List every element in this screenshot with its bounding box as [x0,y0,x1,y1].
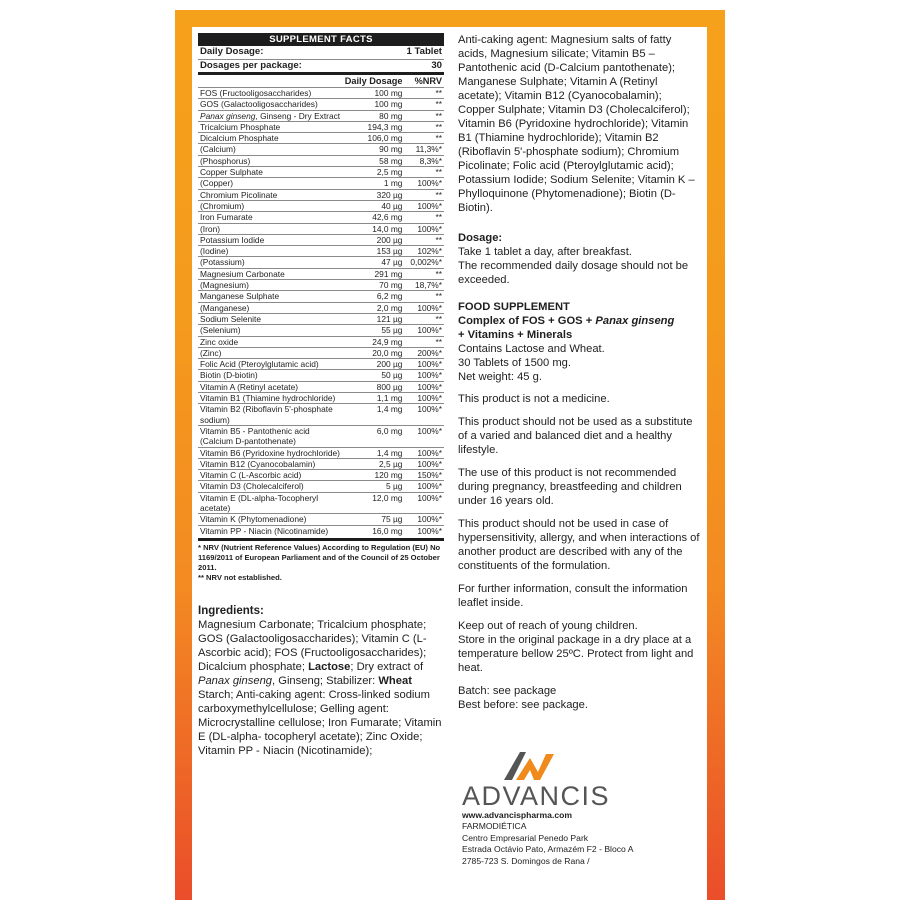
facts-row [198,470,444,481]
nutrient-amount: 16,0 mg [343,525,405,536]
nutrient-nrv: 100%* [404,302,444,313]
nutrient-amount: 80 mg [343,110,405,121]
col-daily-dosage: Daily Dosage [343,74,405,88]
address-line-2: Estrada Octávio Pato, Armazém F2 - Bloco A [462,844,634,855]
nutrient-amount: 14,0 mg [343,223,405,234]
nutrient-nrv: 100%* [404,178,444,189]
facts-row [198,359,444,370]
nutrient-nrv: 150%* [404,470,444,481]
nutrient-name: Vitamin K (Phytomenadione) [198,514,343,525]
facts-row [198,336,444,347]
facts-row [198,325,444,336]
facts-title: SUPPLEMENT FACTS [198,33,444,46]
ingredients-section [198,604,444,758]
nutrient-name: Vitamin B6 (Pyridoxine hydrochloride) [198,447,343,458]
nutrient-amount: 50 µg [343,370,405,381]
nutrient-name: (Zinc) [198,347,343,358]
nutrient-name: (Manganese) [198,302,343,313]
warning-allergy: This product should not be used in case of hypersensitivity, allergy, and when interactions of another product are described with any of the constituents of the formulation. [458,518,700,572]
nutrient-amount: 2,0 mg [343,302,405,313]
facts-row [198,144,444,155]
facts-row [198,99,444,110]
nutrient-name: Vitamin E (DL-alpha-Tocopheryl acetate) [198,492,343,514]
daily-dosage-value: 1 Tablet [406,46,442,57]
facts-row [198,268,444,279]
facts-row [198,393,444,404]
nutrient-nrv: 18,7%* [404,280,444,291]
warning-diet: This product should not be used as a substitute of a varied and balanced diet and a healthy lifestyle. [458,416,693,456]
nutrient-amount: 1,1 mg [343,393,405,404]
nutrient-amount: 75 µg [343,514,405,525]
nutrient-name: (Potassium) [198,257,343,268]
nutrient-nrv: ** [404,212,444,223]
nutrient-name: Magnesium Carbonate [198,268,343,279]
nutrient-amount: 200 µg [343,359,405,370]
facts-row [198,212,444,223]
nutrient-amount: 70 mg [343,280,405,291]
nutrient-nrv: 102%* [404,246,444,257]
facts-row [198,189,444,200]
nutrient-amount: 194,3 mg [343,121,405,132]
nutrient-name: Tricalcium Phosphate [198,121,343,132]
nutrient-name: (Chromium) [198,200,343,211]
nutrient-nrv: 100%* [404,514,444,525]
dosage-title: Dosage: [458,232,503,244]
nutrient-name: GOS (Galactooligosaccharides) [198,99,343,110]
nutrient-amount: 106,0 mg [343,133,405,144]
nutrient-nrv: ** [404,167,444,178]
nutrient-name: Vitamin PP - Niacin (Nicotinamide) [198,525,343,536]
nutrient-name: Vitamin B1 (Thiamine hydrochloride) [198,393,343,404]
facts-row [198,291,444,302]
facts-row [198,447,444,458]
facts-row [198,481,444,492]
ingredients-continued: Anti-caking agent: Magnesium salts of fatty acids, Magnesium silicate; Vitamin B5 – Pantothenic acid (D-Calcium pantothenate); Manganese Sulphate; Vitamin A (Retinyl acetate); Vitamin B12 (Cyanocobalamin); Copper Sulphate; Vitamin D3 (Cholecalciferol); Vitamin B6 (Pyridoxine hydrochloride); Vitamin B1 (Thiamine hydrochloride); Vitamin B2 (Riboflavin 5'-phosphate sodium); Chromium Picolinate; Folic acid (Pteroylglutamic acid); Potassium Iodide; Sodium Selenite; Vitamin K – Phylloquinone (Phytomenadione); Biotin (D-Biotin). [458,34,695,214]
nutrient-nrv: 100%* [404,492,444,514]
facts-row [198,458,444,469]
facts-row [198,313,444,324]
supplement-facts-table [198,33,444,536]
nutrient-amount: 24,9 mg [343,336,405,347]
nutrient-nrv: 100%* [404,404,444,426]
nutrient-name: Panax ginseng, Ginseng - Dry Extract [198,110,343,121]
facts-row [198,425,444,447]
nutrient-name: (Selenium) [198,325,343,336]
nutrient-name: Vitamin B2 (Riboflavin 5'-phosphate sodium) [198,404,343,426]
nutrient-amount: 2,5 µg [343,458,405,469]
facts-row [198,347,444,358]
address-line-1: Centro Empresarial Penedo Park [462,832,589,843]
nutrient-nrv: 100%* [404,200,444,211]
facts-row [198,133,444,144]
batch-text: Batch: see package Best before: see package. [458,685,588,711]
facts-row [198,88,444,99]
nutrient-name: (Iodine) [198,246,343,257]
nutrient-nrv: 100%* [404,223,444,234]
nutrient-amount: 291 mg [343,268,405,279]
nutrient-nrv: ** [404,189,444,200]
facts-row [198,178,444,189]
nutrient-nrv: ** [404,99,444,110]
facts-row [198,370,444,381]
nrv-note: * NRV (Nutrient Reference Values) According to Regulation (EU) No 1169/2011 of European Parliament and of the Council of 25 October 2011. [198,542,441,573]
nutrient-nrv: 100%* [404,481,444,492]
facts-row [198,223,444,234]
nutrient-name: Zinc oxide [198,336,343,347]
nutrient-nrv: 8,3%* [404,155,444,166]
facts-row [198,234,444,245]
nutrient-amount: 6,0 mg [343,425,405,447]
nutrient-name: (Phosphorus) [198,155,343,166]
nutrient-name: (Magnesium) [198,280,343,291]
facts-row [198,257,444,268]
nutrient-amount: 2,5 mg [343,167,405,178]
nutrient-nrv: 0,002%* [404,257,444,268]
nutrient-name: Vitamin A (Retinyl acetate) [198,381,343,392]
facts-row [198,110,444,121]
facts-row [198,492,444,514]
nutrient-nrv: ** [404,234,444,245]
nutrient-name: Folic Acid (Pteroylglutamic acid) [198,359,343,370]
nutrient-nrv: 100%* [404,447,444,458]
brand-logo-text: ADVANCIS [462,781,611,811]
facts-row [198,280,444,291]
storage-text: Keep out of reach of young children. Store in the original package in a dry place at a temperature bellow 25ºC. Protect from light and heat. [458,620,694,674]
nutrient-name: Sodium Selenite [198,313,343,324]
left-column [198,33,444,758]
nutrient-amount: 5 µg [343,481,405,492]
dosages-per-package-label: Dosages per package: [198,59,343,74]
nutrient-amount: 6,2 mg [343,291,405,302]
nutrient-amount: 200 µg [343,234,405,245]
nutrient-name: Vitamin D3 (Cholecalciferol) [198,481,343,492]
nutrient-amount: 47 µg [343,257,405,268]
nutrient-nrv: ** [404,121,444,132]
nutrient-amount: 1 mg [343,178,405,189]
nutrient-amount: 100 mg [343,88,405,99]
nutrient-amount: 55 µg [343,325,405,336]
nutrient-name: Dicalcium Phosphate [198,133,343,144]
facts-row [198,155,444,166]
nutrient-amount: 153 µg [343,246,405,257]
warning-not-medicine: This product is not a medicine. [458,393,610,405]
facts-row [198,200,444,211]
nutrient-name: Biotin (D-biotin) [198,370,343,381]
nutrient-amount: 58 mg [343,155,405,166]
nutrient-amount: 800 µg [343,381,405,392]
brand-address [462,810,702,867]
nutrient-amount: 320 µg [343,189,405,200]
ingredients-title: Ingredients: [198,604,264,617]
nutrient-amount: 1,4 mg [343,404,405,426]
nutrient-amount: 121 µg [343,313,405,324]
facts-row [198,514,444,525]
dosage-text: Take 1 tablet a day, after breakfast. The recommended daily dosage should not be exceeded. [458,246,689,286]
facts-row [198,525,444,536]
nutrient-amount: 20,0 mg [343,347,405,358]
nutrient-nrv: ** [404,133,444,144]
nutrient-name: FOS (Fructooligosaccharides) [198,88,343,99]
nutrient-name: Potassium Iodide [198,234,343,245]
nutrient-nrv: 100%* [404,393,444,404]
dosages-per-package-value: 30 [404,59,444,74]
nutrient-nrv: 100%* [404,359,444,370]
nutrient-name: Iron Fumarate [198,212,343,223]
nutrient-amount: 12,0 mg [343,492,405,514]
nutrient-name: Manganese Sulphate [198,291,343,302]
nutrient-name: Copper Sulphate [198,167,343,178]
nutrient-nrv: 100%* [404,381,444,392]
warning-pregnancy: The use of this product is not recommended during pregnancy, breastfeeding and children under 16 years old. [458,467,682,507]
nutrient-amount: 40 µg [343,200,405,211]
nutrient-nrv: ** [404,336,444,347]
nutrient-nrv: 100%* [404,425,444,447]
ingredients-text: Magnesium Carbonate; Tricalcium phosphate; GOS (Galactooligosaccharides); Vitamin C (L-Ascorbic acid); FOS (Fructooligosaccharides); Dicalcium phosphate; Lactose; Dry extract of Panax ginseng, Ginseng; Stabilizer: Wheat Starch; Anti-caking agent: Cross-linked sodium carboxymethylcellulose; Gelling agent: Microcrystalline cellulose; Iron Fumarate; Vitamin E (DL-alpha- tocopheryl acetate); Zinc Oxide; Vitamin PP - Niacin (Nicotinamide); [198,618,442,757]
nutrient-nrv: 11,3%* [404,144,444,155]
nutrient-nrv: 100%* [404,525,444,536]
food-supplement-title: FOOD SUPPLEMENT [458,301,570,313]
address-line-3: 2785-723 S. Domingos de Rana / [462,855,590,866]
nutrient-nrv: 100%* [404,458,444,469]
facts-row [198,404,444,426]
nutrient-name: Vitamin B5 - Pantothenic acid (Calcium D-pantothenate) [198,425,343,447]
nutrient-amount: 42,6 mg [343,212,405,223]
nutrient-nrv: 200%* [404,347,444,358]
nutrient-name: (Iron) [198,223,343,234]
nutrient-nrv: ** [404,313,444,324]
advancis-logo-mark-icon [500,748,560,782]
right-column [458,33,701,718]
nutrient-name: Vitamin B12 (Cyanocobalamin) [198,458,343,469]
facts-notes [198,538,444,584]
food-supplement-text: Complex of FOS + GOS + Panax ginseng + Vitamins + Minerals Contains Lactose and Wheat. 30 Tablets of 1500 mg. Net weight: 45 g. [458,315,675,383]
nutrient-name: Chromium Picolinate [198,189,343,200]
nrv-not-established-note: ** NRV not established. [198,573,282,583]
nutrient-nrv: ** [404,88,444,99]
nutrient-nrv: 100%* [404,370,444,381]
info-leaflet: For further information, consult the information leaflet inside. [458,583,688,609]
facts-row [198,381,444,392]
facts-row [198,121,444,132]
nutrient-amount: 120 mg [343,470,405,481]
brand-block [462,748,702,867]
brand-url: www.advancispharma.com [462,810,573,820]
facts-row [198,246,444,257]
facts-row [198,302,444,313]
nutrient-amount: 90 mg [343,144,405,155]
daily-dosage-label: Daily Dosage: [200,46,264,57]
nutrient-amount: 1,4 mg [343,447,405,458]
nutrient-amount: 100 mg [343,99,405,110]
facts-row [198,167,444,178]
nutrient-nrv: 100%* [404,325,444,336]
nutrient-name: (Calcium) [198,144,343,155]
nutrient-nrv: ** [404,268,444,279]
nutrient-nrv: ** [404,291,444,302]
nutrient-name: Vitamin C (L-Ascorbic acid) [198,470,343,481]
nutrient-name: (Copper) [198,178,343,189]
nutrient-nrv: ** [404,110,444,121]
company-name: FARMODIÉTICA [462,821,527,832]
col-nrv: %NRV [404,74,444,88]
